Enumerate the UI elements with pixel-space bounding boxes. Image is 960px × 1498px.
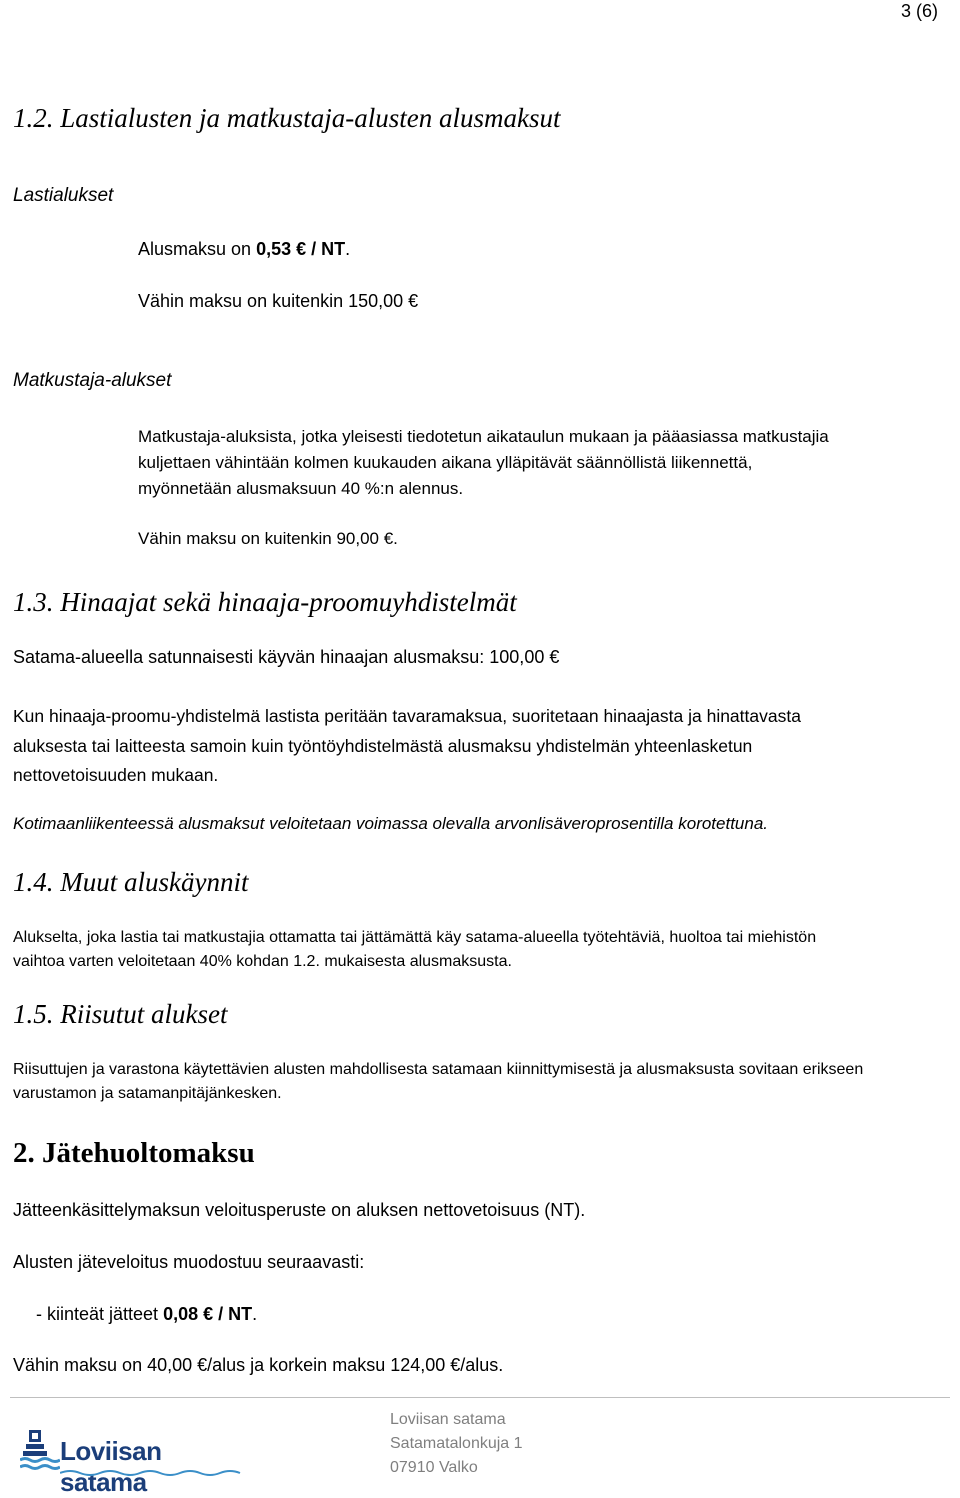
waste-min-max-paragraph: Vähin maksu on 40,00 €/alus ja korkein maksu 124,00 €/alus. (13, 1355, 504, 1375)
solid-waste-suffix: . (252, 1304, 258, 1324)
tug-barge-line-1: Kun hinaaja-proomu-yhdistelmä lastista peritään tavaramaksua, suoritetaan hinaajasta ja hinattavasta (13, 706, 801, 726)
solid-waste-value: 0,08 € / NT (163, 1304, 253, 1324)
other-visits-line-1: Alukselta, joka lastia tai matkustajia ottamatta tai jättämättä käy satama-alueella työtehtäviä, huoltoa tai miehistön (13, 929, 817, 946)
passenger-discount-paragraph (138, 424, 948, 502)
page-number: 3 (6) (900, 1, 938, 21)
section-1-5-heading: 1.5. Riisutut alukset (13, 999, 228, 1029)
section-1-3-heading: 1.3. Hinaajat sekä hinaaja-proomuyhdistelmät (13, 587, 517, 617)
footer-address-street: Satamatalonkuja 1 (390, 1435, 523, 1452)
cargo-fee-suffix: . (345, 239, 351, 259)
solid-waste-item (36, 1304, 257, 1325)
tug-barge-line-2: aluksesta tai laitteesta samoin kuin työntöyhdistelmästä alusmaksu yhdistelmän yhteenlasketun (13, 735, 753, 756)
tug-barge-line-3: nettovetoisuuden mukaan. (13, 765, 219, 785)
other-visits-line-2: vaihtoa varten veloitetaan 40% kohdan 1.2. mukaisesta alusmaksusta. (13, 953, 512, 970)
section-2-heading: 2. Jätehuoltomaksu (13, 1137, 255, 1169)
harbour-logo-icon (20, 1427, 60, 1479)
footer-divider (10, 1397, 950, 1398)
logo-wave-underline (60, 1469, 245, 1477)
cargo-fee-line (138, 239, 350, 260)
cargo-minimum-fee: Vähin maksu on kuitenkin 150,00 € (138, 291, 419, 311)
passenger-vessels-subheading: Matkustaja-alukset (13, 370, 172, 391)
cargo-fee-prefix: Alusmaksu on (138, 239, 257, 259)
passenger-line-1: Matkustaja-aluksista, jotka yleisesti tiedotetun aikataulun mukaan ja pääasiassa matkustajia (138, 427, 829, 446)
loviisan-satama-logo (20, 1427, 245, 1497)
cargo-vessels-subheading: Lastialukset (13, 185, 114, 206)
tug-fee-paragraph: Satama-alueella satunnaisesti käyvän hinaajan alusmaksu: 100,00 € (13, 647, 560, 667)
cargo-fee-value: 0,53 € / NT (256, 239, 346, 259)
footer-address-postal: 07910 Valko (390, 1459, 478, 1476)
laid-up-vessels-paragraph (13, 1058, 948, 1106)
other-visits-paragraph (13, 926, 948, 974)
passenger-line-2: kuljettaen vähintään kolmen kuukauden aikana ylläpitävät säännöllistä liikennettä, (138, 453, 753, 472)
vat-note: Kotimaanliikenteessä alusmaksut veloitetaan voimassa olevalla arvonlisäveroprosentilla korotettuna. (13, 814, 769, 833)
laid-up-line-2: varustamon ja satamanpitäjänkesken. (13, 1085, 282, 1102)
waste-basis-paragraph: Jätteenkäsittelymaksun veloitusperuste on aluksen nettovetoisuus (NT). (13, 1200, 586, 1220)
tug-barge-paragraph (13, 702, 943, 791)
footer-address-name: Loviisan satama (390, 1411, 506, 1428)
passenger-line-3: myönnetään alusmaksuun 40 %:n alennus. (138, 479, 464, 498)
waste-charge-intro: Alusten jäteveloitus muodostuu seuraavasti: (13, 1252, 365, 1272)
section-1-4-heading: 1.4. Muut aluskäynnit (13, 867, 249, 897)
solid-waste-prefix: - kiinteät jätteet (36, 1304, 164, 1324)
section-1-2-heading: 1.2. Lastialusten ja matkustaja-alusten alusmaksut (13, 103, 561, 133)
logo-wordmark: Loviisan satama (60, 1436, 162, 1497)
passenger-minimum-fee: Vähin maksu on kuitenkin 90,00 €. (138, 529, 398, 548)
laid-up-line-1: Riisuttujen ja varastona käytettävien alusten mahdollisesta satamaan kiinnittymisestä ja alusmaksusta sovitaan erikseen (13, 1061, 864, 1078)
